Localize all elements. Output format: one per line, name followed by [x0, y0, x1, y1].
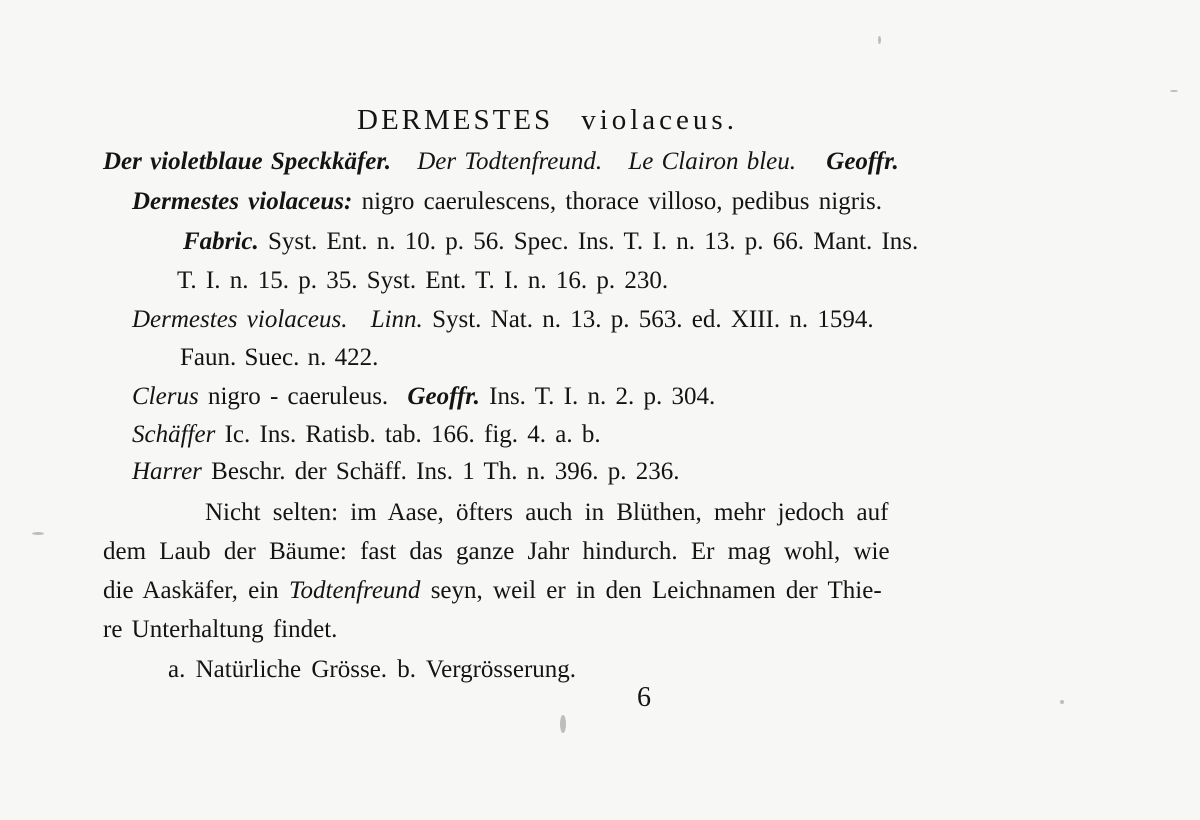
description-todtenfreund: Todtenfreund: [288, 577, 421, 604]
description-line2: dem Laub der Bäume: fast das ganze Jahr hindurch. Er mag wohl, wie: [103, 538, 890, 565]
description-line3: [103, 576, 882, 606]
page-number: 6: [637, 682, 651, 713]
figure-legend: a. Natürliche Grösse. b. Vergrösserung.: [168, 656, 577, 683]
fabricius-refs: Syst. Ent. n. 10. p. 56. Spec. Ins. T. I. n. 13. p. 66. Mant. Ins.: [267, 228, 919, 255]
fabricius-ref-line1: [183, 227, 918, 257]
schaeffer-ref: Ic. Ins. Ratisb. tab. 166. fig. 4. a. b.: [224, 421, 601, 448]
description-line1: Nicht selten: im Aase, öfters auch in Blüthen, mehr jedoch auf: [205, 499, 889, 526]
linnaeus-line: [132, 305, 874, 335]
linnaeus-refs: Syst. Nat. n. 13. p. 563. ed. XIII. n. 1594.: [432, 306, 874, 333]
title-species: violaceus.: [581, 104, 738, 136]
fabricius-species-name: Dermestes violaceus:: [132, 188, 353, 215]
title-genus: DERMESTES: [357, 104, 554, 136]
schaeffer-line: [132, 420, 601, 450]
page-title: [357, 105, 738, 135]
linnaeus-species-name: Dermestes violaceus.: [132, 306, 348, 333]
paper-speck: [560, 715, 566, 733]
linnaeus-ref-line2: Faun. Suec. n. 422.: [180, 344, 379, 371]
clerus-line: [132, 382, 715, 412]
harrer-ref: Beschr. der Schäff. Ins. 1 Th. n. 396. p. 236.: [211, 458, 680, 485]
clerus-text: nigro - caeruleus.: [207, 383, 389, 410]
clerus-genus: Clerus: [132, 383, 199, 410]
fabricius-ref-label: Fabric.: [183, 228, 259, 255]
paper-speck: [878, 36, 881, 44]
description-line4: re Unterhaltung findet.: [103, 616, 338, 643]
clerus-ref: Ins. T. I. n. 2. p. 304.: [489, 383, 716, 410]
harrer-line: [132, 457, 680, 487]
description-line3-start: die Aaskäfer, ein: [103, 577, 279, 604]
fabricius-ref-line2: T. I. n. 15. p. 35. Syst. Ent. T. I. n. 16. p. 230.: [177, 267, 669, 294]
common-name-todtenfreund: Der Todtenfreund.: [417, 148, 603, 175]
common-names-line: [103, 147, 899, 177]
paper-speck: [32, 532, 44, 535]
harrer-name: Harrer: [132, 458, 202, 485]
fabricius-diagnosis: nigro caerulescens, thorace villoso, pedibus nigris.: [361, 188, 882, 215]
paper-speck: [1170, 90, 1178, 92]
schaeffer-name: Schäffer: [132, 421, 216, 448]
description-line3-end: seyn, weil er in den Leichnamen der Thie-: [430, 577, 882, 604]
author-linnaeus: Linn.: [370, 306, 423, 333]
author-geoffroy: Geoffr.: [826, 148, 899, 175]
paper-speck: [1060, 700, 1064, 704]
clerus-author: Geoffr.: [407, 383, 480, 410]
common-name-french: Le Clairon bleu.: [628, 148, 797, 175]
fabricius-diagnosis-line: [132, 187, 882, 217]
common-name-german: Der violetblaue Speckkäfer.: [103, 148, 391, 175]
